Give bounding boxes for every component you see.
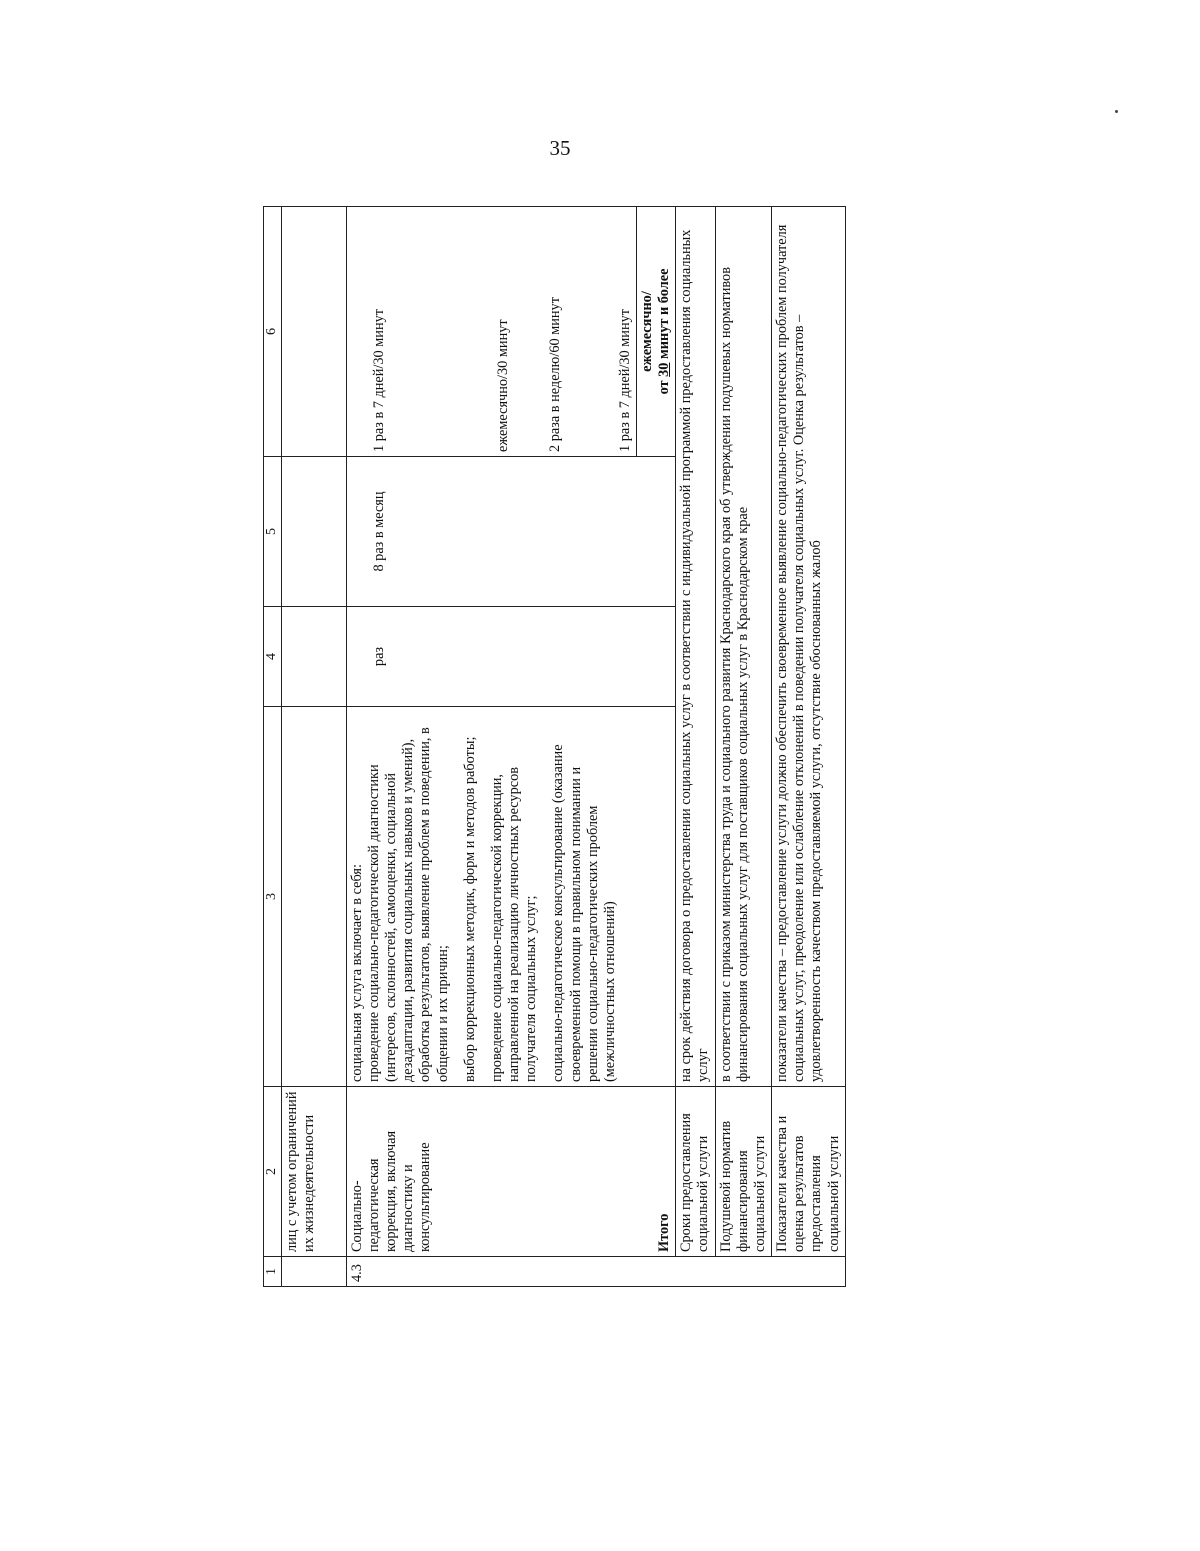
service-frequency [346, 207, 636, 457]
column-number-row [264, 207, 282, 1287]
info-row-funding [715, 207, 771, 1287]
column-number-4: 4 [264, 607, 282, 707]
service-unit-text: раз [370, 646, 387, 667]
info-label-quality: Показатели качества и оценка результатов предоставления социальной услуги [772, 1087, 846, 1257]
total-frequency-line2 [656, 211, 673, 452]
column-number-2: 2 [264, 1087, 282, 1257]
page-number: 35 [549, 136, 571, 160]
service-unit [346, 607, 636, 707]
info-label-terms: Сроки предоставления социальной услуги [676, 1087, 715, 1257]
service-description [346, 707, 636, 1087]
info-text-quality: показатели качества – предоставление услуги должно обеспечить своевременное выявление социально-педагогических проблем получателя социальных услуг, преодоление или ослабление отклонений в поведении получателя социальных услуг. Оценка результатов – удовлетворенность качеством предоставляемой услуги, отсутствие обоснованных жалоб [772, 207, 846, 1087]
service-name: Социально-педагогическая коррекция, включая диагностику и консультирование [346, 1087, 636, 1257]
total-description-cell [636, 707, 675, 1087]
total-row [636, 207, 675, 1287]
description-block-consulting: социально-педагогическое консультирование (оказание своевременной помощи в правильном понимании и решении социально-педагогических проблем (межличностных отношений) [550, 744, 618, 1082]
frequency-methods: ежемесячно/30 минут [494, 319, 511, 452]
service-number: 4.3 [346, 1257, 845, 1287]
total-frequency-number: 30 [656, 362, 673, 377]
total-frequency-line1: ежемесячно/ [638, 291, 655, 372]
continuation-description-cell [281, 707, 346, 1087]
info-text-funding: в соответствии с приказом министерства труда и социального развития Краснодарского края об утверждении подушевых нормативов финансирования социальных услуг для поставщиков социальных услуг в Краснодарском крае [715, 207, 771, 1087]
scan-speck [1115, 110, 1118, 113]
total-frequency [636, 207, 675, 457]
column-number-6: 6 [264, 207, 282, 457]
frequency-consulting: 1 раз в 7 дней/30 минут [616, 309, 633, 452]
service-volume-text: 8 раз в месяц [370, 491, 387, 572]
rotated-table-container [263, 207, 1043, 1287]
frequency-correction: 2 раза в неделю/60 минут [546, 297, 563, 452]
total-frequency-suffix: минут и более [656, 268, 673, 363]
column-number-5: 5 [264, 457, 282, 607]
continuation-unit-cell [281, 607, 346, 707]
total-label: Итого [636, 1087, 675, 1257]
continuation-number-cell [281, 1257, 346, 1287]
continuation-volume-cell [281, 457, 346, 607]
service-row [346, 207, 636, 1287]
continuation-row [281, 207, 346, 1287]
info-label-funding: Подушевой норматив финансирования социальной услуги [715, 1087, 771, 1257]
total-frequency-prefix: от [656, 376, 673, 395]
description-block-correction: проведение социально-педагогической коррекции, направленной на реализацию личностных ресурсов получателя социальных услуг; [488, 767, 540, 1082]
services-table [263, 206, 846, 1287]
column-number-1: 1 [264, 1257, 282, 1287]
frequency-diagnostics: 1 раз в 7 дней/30 минут [370, 309, 387, 452]
total-volume-cell [636, 457, 675, 607]
description-block-methods: выбор коррекционных методик, форм и методов работы; [461, 736, 478, 1082]
description-block-diagnostics: проведение социально-педагогической диагностики (интересов, склонностей, самооценки, социальной дезадаптации, развития социальных навыков и умений), обработка результатов, выявление проблем в поведении, в общении и их причин; [365, 727, 451, 1082]
info-row-terms [676, 207, 715, 1287]
description-intro: социальная услуга включает в себя: [348, 864, 365, 1082]
continuation-frequency-cell [281, 207, 346, 457]
continuation-name-cell: лиц с учетом ограничений их жизнедеятельности [281, 1087, 346, 1257]
column-number-3: 3 [264, 707, 282, 1087]
service-volume [346, 457, 636, 607]
total-unit-cell [636, 607, 675, 707]
info-text-terms: на срок действия договора о предоставлении социальных услуг в соответствии с индивидуальной программой предоставления социальных услуг [676, 207, 715, 1087]
info-row-quality [772, 207, 846, 1287]
